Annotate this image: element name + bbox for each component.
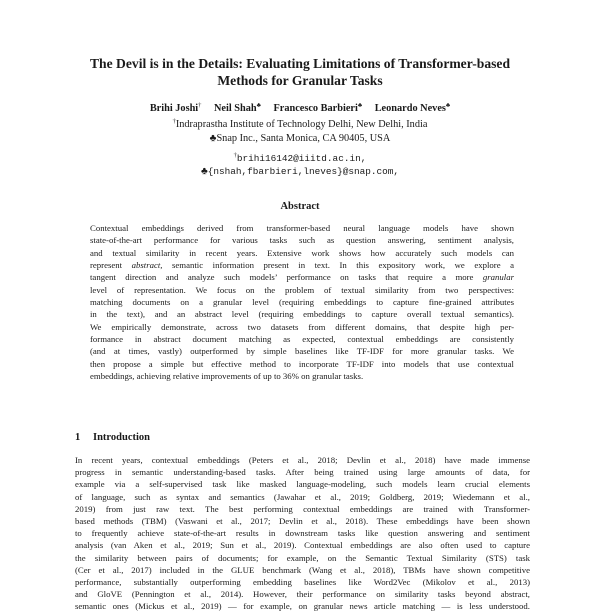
abstract-line: state-of-the-art performance for various tasks such as question answering, sentiment analysis, — [90, 235, 514, 246]
section-number: 1 — [75, 432, 81, 443]
abstract-line: formance in abstract document matching as expected, contextual embeddings are consistently — [90, 334, 514, 345]
title-line: The Devil is in the Details: Evaluating Limitations of Transformer-based — [89, 56, 511, 71]
affiliation: ♣Snap Inc., Santa Monica, CA 90405, USA — [209, 133, 391, 144]
abstract-line: matching documents on a granular level (requiring embeddings to capture fine-grained attributes — [90, 297, 514, 308]
introduction-body — [75, 454, 530, 613]
section-title: Introduction — [93, 432, 150, 443]
introduction-line: based methods (TBM) (Vaswani et al., 2017; Devlin et al., 2018). These embeddings have been shown — [75, 516, 530, 527]
author: Neil Shah♣ — [214, 102, 261, 114]
paper-title — [60, 55, 540, 89]
abstract-line: in the text), and an abstract level (requiring embeddings to capture overall textual semantics). — [90, 309, 514, 320]
introduction-line: 2019) from just raw text. The best performing contextual embeddings are trained with Transformer- — [75, 503, 530, 514]
introduction-line: In recent years, contextual embeddings (Peters et al., 2018; Devlin et al., 2018) have made immense — [75, 455, 530, 465]
introduction-line: the similarity between pairs of documents; for example, on the Semantic Textual Similarity (STS) task — [75, 552, 530, 563]
introduction-line: example via a self-supervised task like masked language-modeling, such models learn crucial elements — [75, 479, 530, 490]
title-line: Methods for Granular Tasks — [217, 73, 383, 88]
introduction-line: performance, substantially outperforming embedding baselines like Word2Vec (Mikolov et al., 2013) — [75, 577, 530, 588]
abstract-line: level of representation. We focus on the problem of textual similarity from two perspectives: — [90, 284, 514, 295]
abstract-line: (and at times, vastly) outperformed by simple baselines like TF-IDF for more granular tasks. We — [90, 346, 514, 357]
section-heading — [75, 431, 150, 444]
introduction-line: and GloVE (Pennington et al., 2014). However, their performance on similarity tasks beyond abstract, — [75, 589, 530, 600]
abstract-line: represent abstract, semantic information present in text. In this expository work, we explore a — [90, 260, 515, 271]
introduction-line: of language, such as syntax and semantics (Jawahar et al., 2019; Goldberg, 2019; Wiedemann et al., — [75, 491, 530, 502]
author: Leonardo Neves♣ — [374, 102, 451, 114]
abstract-line: and textual similarity in recent years. Extensive work shows how accurately such models can — [90, 247, 514, 258]
abstract-heading: Abstract — [280, 201, 320, 212]
introduction-line: analysis (van Aken et al., 2019; Sun et al., 2019). Contextual embeddings are also often used to capture — [75, 540, 530, 551]
introduction-line: to frequently achieve state-of-the-art results in downstream tasks like question answering and sentiment — [75, 528, 530, 539]
abstract-line: Contextual embeddings derived from transformer-based neural language models have shown — [90, 223, 514, 233]
affiliation: †Indraprastha Institute of Technology Delhi, New Delhi, India — [172, 118, 428, 130]
author-email: †brihi16142@iiitd.ac.in, — [233, 152, 367, 164]
abstract-line: tangent direction and analyze such models’ performance on tasks that require a more granular — [90, 272, 514, 283]
introduction-line: progress in semantic understanding-based tasks. After being trained using large amounts of data, for — [75, 467, 530, 478]
introduction-line: semantic ones (Mickus et al., 2019) — for example, on granular news article matching — is less understood. — [75, 601, 530, 612]
author-list — [60, 99, 540, 115]
abstract-line: then propose a simple but effective method to incorporate TF-IDF into models that use contextual — [90, 358, 514, 369]
author: Brihi Joshi† — [149, 102, 202, 114]
author: Francesco Barbieri♣ — [273, 102, 363, 114]
author-email: ♣{nshah,fbarbieri,lneves}@snap.com, — [200, 166, 400, 177]
abstract-line: We empirically demonstrate, across two datasets from different domains, that despite high per- — [90, 321, 514, 332]
abstract-body — [90, 222, 514, 382]
introduction-line: (Cer et al., 2017) included in the GLUE benchmark (Wang et al., 2018), TBMs have shown competitive — [75, 564, 530, 575]
abstract-line: embeddings, achieving relative improvements of up to 36% on granular tasks. — [90, 371, 364, 382]
